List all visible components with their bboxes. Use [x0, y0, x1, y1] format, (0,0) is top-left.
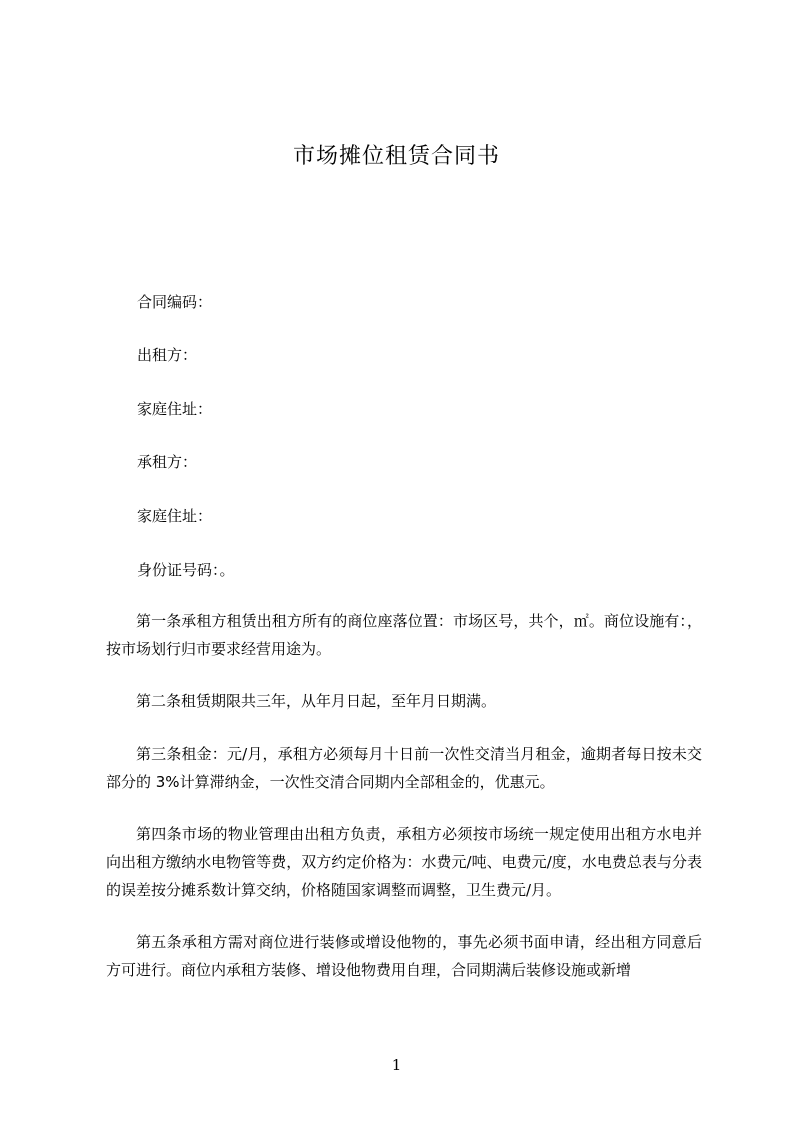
article-1: 第一条承租方租赁出租方所有的商位座落位置：市场区号，共个，㎡。商位设施有：，按市场划行归市要求经营用途为。	[106, 612, 702, 658]
field-lessor-address: 家庭住址：	[137, 400, 213, 418]
field-id-number: 身份证号码：。	[137, 561, 235, 579]
article-3: 第三条租金：元/月，承租方必须每月十日前一次性交清当月租金，逾期者每日按未交部分的 3%计算滞纳金，一次性交清合同期内全部租金的，优惠元。	[106, 745, 702, 791]
field-lessee-address: 家庭住址：	[137, 507, 213, 525]
field-contract-number: 合同编码：	[137, 293, 213, 311]
article-2: 第二条租赁期限共三年，从年月日起，至年月日期满。	[136, 692, 497, 710]
document-title: 市场摊位租赁合同书	[292, 144, 500, 169]
article-5: 第五条承租方需对商位进行装修或增设他物的，事先必须书面申请，经出租方同意后方可进行。商位内承租方装修、增设他物费用自理，合同期满后装修设施或新增	[106, 933, 702, 979]
field-lessor: 出租方：	[137, 346, 198, 364]
article-4: 第四条市场的物业管理由出租方负责，承租方必须按市场统一规定使用出租方水电并向出租方缴纳水电物管等费，双方约定价格为：水费元/吨、电费元/度，水电费总表与分表的误差按分摊系数计算交纳，价格随国家调整而调整，卫生费元/月。	[106, 825, 702, 899]
page-number: 1	[391, 1056, 402, 1074]
field-lessee: 承租方：	[137, 453, 198, 471]
